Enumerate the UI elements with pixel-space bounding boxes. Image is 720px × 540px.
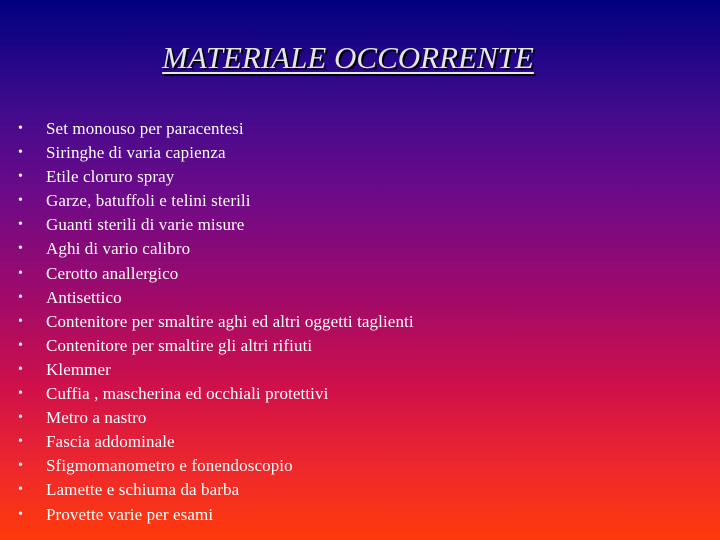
materials-list xyxy=(18,117,414,527)
list-item xyxy=(18,286,414,310)
list-item-text: Metro a nastro xyxy=(46,408,147,428)
list-item-text: Contenitore per smaltire gli altri rifiuti xyxy=(46,335,313,355)
bullet-icon: • xyxy=(18,289,23,305)
list-item xyxy=(18,382,414,406)
list-item-text: Sfigmomanometro e fonendoscopio xyxy=(46,456,293,476)
list-item-text: Set monouso per paracentesi xyxy=(46,119,244,138)
list-item xyxy=(18,478,414,502)
list-item xyxy=(18,454,414,478)
list-item-text: Contenitore per smaltire aghi ed altri oggetti taglienti xyxy=(46,311,414,331)
bullet-icon: • xyxy=(18,434,23,450)
bullet-icon: • xyxy=(18,361,23,377)
bullet-icon: • xyxy=(18,386,23,402)
list-item-text: Cuffia , mascherina ed occhiali protettivi xyxy=(46,384,329,404)
list-item-text: Lamette e schiuma da barba xyxy=(46,480,240,500)
bullet-icon: • xyxy=(18,217,23,233)
list-item-text: Antisettico xyxy=(46,287,122,307)
bullet-icon: • xyxy=(18,193,23,209)
list-item-text: Provette varie per esami xyxy=(46,504,214,524)
list-item xyxy=(18,406,414,430)
list-item-text: Guanti sterili di varie misure xyxy=(46,215,245,235)
list-item-text: Siringhe di varia capienza xyxy=(46,143,226,163)
list-item-text: Garze, batuffoli e telini sterili xyxy=(46,191,251,211)
list-item xyxy=(18,503,414,527)
bullet-icon: • xyxy=(18,265,23,281)
bullet-icon: • xyxy=(18,410,23,426)
list-item xyxy=(18,213,414,237)
list-item-text: Cerotto anallergico xyxy=(46,263,179,283)
bullet-icon: • xyxy=(18,169,23,185)
list-item xyxy=(18,237,414,261)
list-item xyxy=(18,334,414,358)
bullet-icon: • xyxy=(18,458,23,474)
list-item xyxy=(18,310,414,334)
list-item-text: Klemmer xyxy=(46,359,111,379)
list-item xyxy=(18,117,414,141)
bullet-icon: • xyxy=(18,241,23,257)
bullet-icon: • xyxy=(18,145,23,161)
bullet-icon: • xyxy=(18,482,23,498)
list-item xyxy=(18,165,414,189)
bullet-icon: • xyxy=(18,506,23,522)
list-item-text: Aghi di vario calibro xyxy=(46,239,191,259)
slide-title: MATERIALE OCCORRENTE xyxy=(162,40,534,75)
bullet-icon: • xyxy=(18,313,23,329)
list-item-text: Fascia addominale xyxy=(46,432,175,452)
list-item xyxy=(18,358,414,382)
list-item xyxy=(18,262,414,286)
list-item xyxy=(18,141,414,165)
list-item xyxy=(18,189,414,213)
bullet-icon: • xyxy=(18,121,23,136)
list-item xyxy=(18,430,414,454)
bullet-icon: • xyxy=(18,337,23,353)
list-item-text: Etile cloruro spray xyxy=(46,167,175,187)
